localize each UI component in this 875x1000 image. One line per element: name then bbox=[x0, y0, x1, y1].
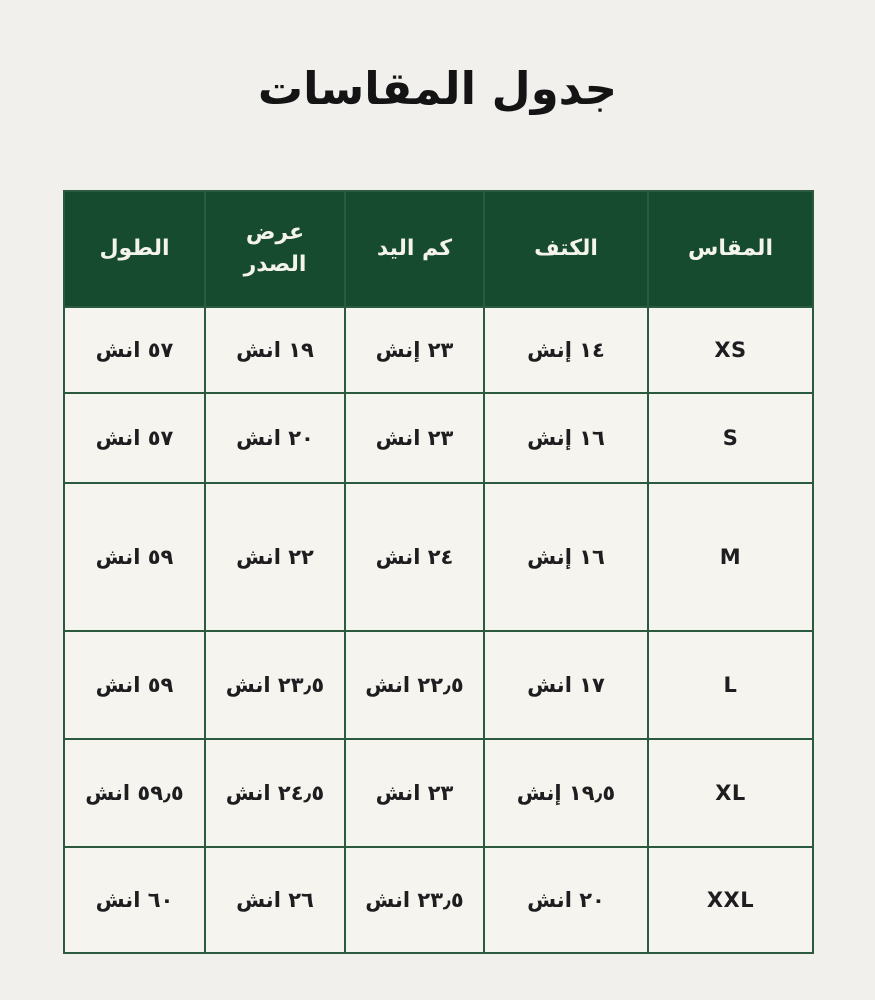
cell-chest: ٢٤٫٥ انش bbox=[205, 739, 345, 847]
cell-length: ٥٧ انش bbox=[64, 307, 205, 393]
cell-length: ٦٠ انش bbox=[64, 847, 205, 953]
column-header-label: كم اليد bbox=[376, 236, 453, 262]
cell-chest: ٢٢ انش bbox=[205, 483, 345, 631]
header-row bbox=[64, 191, 813, 307]
table-body bbox=[64, 307, 813, 953]
size-chart-table bbox=[63, 190, 814, 954]
cell-sleeve: ٢٣٫٥ انش bbox=[345, 847, 484, 953]
table-row-xs bbox=[64, 307, 813, 393]
cell-shoulder: ١٦ إنش bbox=[484, 393, 648, 483]
size-chart-container bbox=[63, 190, 814, 954]
cell-length: ٥٩ انش bbox=[64, 483, 205, 631]
cell-size: L bbox=[648, 631, 813, 739]
cell-size: XXL bbox=[648, 847, 813, 953]
cell-chest: ٢٦ انش bbox=[205, 847, 345, 953]
cell-sleeve: ٢٣ انش bbox=[345, 739, 484, 847]
cell-chest: ١٩ انش bbox=[205, 307, 345, 393]
cell-shoulder: ١٤ إنش bbox=[484, 307, 648, 393]
cell-shoulder: ١٩٫٥ إنش bbox=[484, 739, 648, 847]
cell-length: ٥٩ انش bbox=[64, 631, 205, 739]
column-header-sleeve bbox=[345, 191, 484, 307]
cell-sleeve: ٢٢٫٥ انش bbox=[345, 631, 484, 739]
table-row-m bbox=[64, 483, 813, 631]
column-header-label: الكتف bbox=[534, 236, 598, 262]
cell-sleeve: ٢٤ انش bbox=[345, 483, 484, 631]
column-header-label: عرض الصدر bbox=[243, 220, 307, 277]
table-row-s bbox=[64, 393, 813, 483]
cell-sleeve: ٢٣ إنش bbox=[345, 307, 484, 393]
column-header-size bbox=[648, 191, 813, 307]
column-header-shoulder bbox=[484, 191, 648, 307]
column-header-length bbox=[64, 191, 205, 307]
page-title: جدول المقاسات bbox=[257, 62, 618, 115]
cell-size: XS bbox=[648, 307, 813, 393]
column-header-label: الطول bbox=[99, 236, 170, 262]
cell-length: ٥٧ انش bbox=[64, 393, 205, 483]
cell-size: S bbox=[648, 393, 813, 483]
column-header-chest bbox=[205, 191, 345, 307]
cell-size: M bbox=[648, 483, 813, 631]
cell-length: ٥٩٫٥ انش bbox=[64, 739, 205, 847]
cell-chest: ٢٣٫٥ انش bbox=[205, 631, 345, 739]
table-row-xxl bbox=[64, 847, 813, 953]
cell-shoulder: ١٧ انش bbox=[484, 631, 648, 739]
cell-shoulder: ٢٠ انش bbox=[484, 847, 648, 953]
cell-chest: ٢٠ انش bbox=[205, 393, 345, 483]
column-header-label: المقاس bbox=[687, 236, 773, 262]
table-row-xl bbox=[64, 739, 813, 847]
cell-size: XL bbox=[648, 739, 813, 847]
cell-shoulder: ١٦ إنش bbox=[484, 483, 648, 631]
cell-sleeve: ٢٣ انش bbox=[345, 393, 484, 483]
table-row-l bbox=[64, 631, 813, 739]
